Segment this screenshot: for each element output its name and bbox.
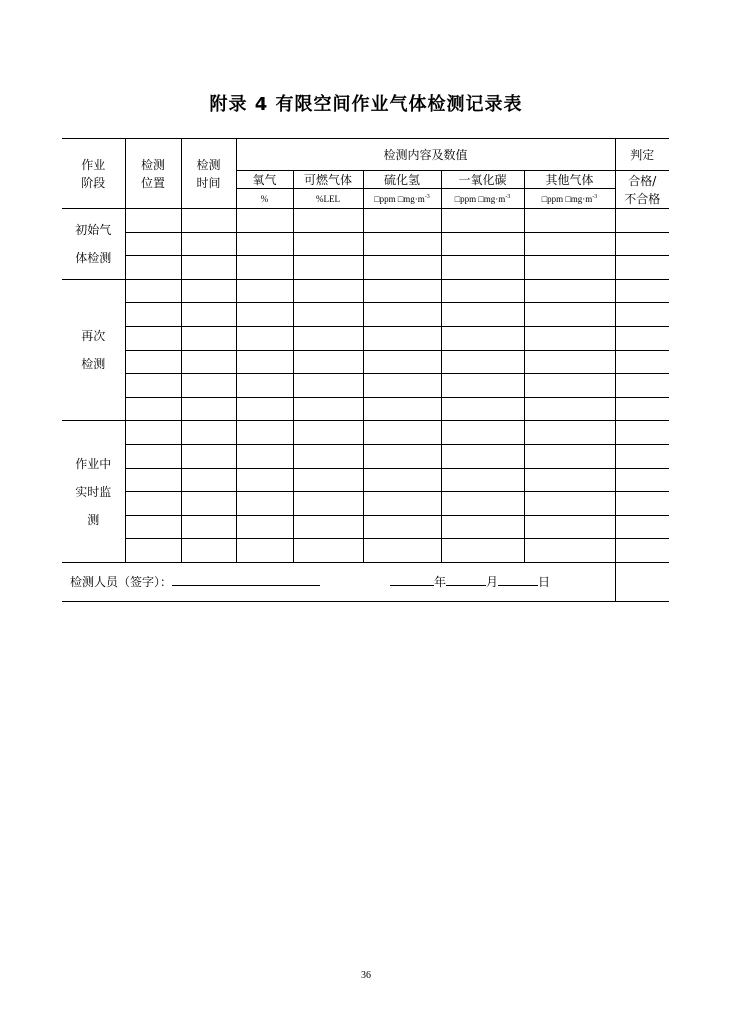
data-cell[interactable] — [441, 397, 524, 421]
data-cell[interactable] — [441, 350, 524, 374]
data-cell[interactable] — [293, 232, 363, 256]
unit-co-sup: -3 — [505, 193, 511, 200]
unit-other-text: □ppm □mg·m — [541, 193, 593, 204]
data-cell[interactable] — [181, 515, 236, 539]
data-cell[interactable] — [524, 539, 615, 563]
data-cell[interactable] — [125, 350, 181, 374]
unit-h2s-sup: -3 — [424, 193, 430, 200]
data-cell[interactable] — [363, 444, 441, 468]
data-cell[interactable] — [181, 444, 236, 468]
data-cell[interactable] — [125, 539, 181, 563]
data-cell[interactable] — [363, 421, 441, 445]
header-result-line2: 不合格 — [624, 191, 661, 206]
data-cell[interactable] — [524, 279, 615, 303]
header-time-line1: 检测 — [196, 157, 221, 172]
data-cell[interactable] — [441, 421, 524, 445]
data-cell[interactable] — [441, 279, 524, 303]
data-cell[interactable] — [236, 326, 293, 350]
data-cell[interactable] — [181, 374, 236, 398]
header-time — [181, 139, 236, 209]
data-cell[interactable] — [293, 539, 363, 563]
data-cell[interactable] — [181, 397, 236, 421]
unit-h2s-text: □ppm □mg·m — [374, 193, 425, 204]
data-cell[interactable] — [363, 539, 441, 563]
data-cell[interactable] — [615, 421, 669, 445]
data-cell[interactable] — [236, 444, 293, 468]
data-cell[interactable] — [524, 256, 615, 280]
stage-label-line: 实时监 — [75, 484, 112, 499]
data-cell[interactable] — [615, 350, 669, 374]
year-label: 年 — [434, 575, 447, 590]
data-cell[interactable] — [181, 303, 236, 327]
data-cell[interactable] — [363, 303, 441, 327]
month-label: 月 — [486, 575, 499, 590]
data-cell[interactable] — [293, 374, 363, 398]
data-cell[interactable] — [363, 256, 441, 280]
data-cell[interactable] — [125, 468, 181, 492]
header-time-line2: 时间 — [196, 175, 221, 190]
data-cell[interactable] — [524, 492, 615, 516]
gas-detection-record-table — [62, 138, 669, 602]
data-cell[interactable] — [125, 303, 181, 327]
data-cell[interactable] — [125, 209, 181, 233]
unit-co-text: □ppm □mg·m — [454, 193, 506, 204]
unit-other-sup: -3 — [592, 193, 598, 200]
day-label: 日 — [538, 575, 551, 590]
data-cell[interactable] — [363, 374, 441, 398]
stage-label-line: 检测 — [81, 357, 106, 372]
data-cell[interactable] — [293, 303, 363, 327]
data-cell[interactable] — [441, 374, 524, 398]
table-row — [62, 444, 669, 468]
data-cell[interactable] — [125, 421, 181, 445]
stage-label-line: 体检测 — [75, 250, 112, 265]
table-row — [62, 539, 669, 563]
data-cell[interactable] — [293, 492, 363, 516]
data-cell[interactable] — [293, 468, 363, 492]
data-cell[interactable] — [236, 492, 293, 516]
data-cell[interactable] — [524, 374, 615, 398]
table-row — [62, 279, 669, 303]
data-cell[interactable] — [363, 232, 441, 256]
data-cell[interactable] — [524, 515, 615, 539]
data-cell[interactable] — [363, 468, 441, 492]
data-cell[interactable] — [363, 209, 441, 233]
data-cell[interactable] — [236, 397, 293, 421]
data-cell[interactable] — [236, 350, 293, 374]
signature-judgement-cell[interactable] — [615, 562, 669, 601]
data-cell[interactable] — [125, 279, 181, 303]
year-line[interactable] — [390, 573, 434, 586]
gas-h2s: 硫化氢 — [363, 171, 441, 189]
data-cell[interactable] — [524, 232, 615, 256]
month-line[interactable] — [446, 573, 486, 586]
data-cell[interactable] — [236, 209, 293, 233]
table-row — [62, 515, 669, 539]
data-cell[interactable] — [181, 256, 236, 280]
stage-label-line: 再次 — [81, 329, 106, 344]
table-row — [62, 256, 669, 280]
unit-co — [441, 189, 524, 209]
signature-row — [62, 562, 669, 601]
data-cell[interactable] — [524, 350, 615, 374]
signature-cell — [62, 562, 615, 601]
page-title: 附录 4 有限空间作业气体检测记录表 — [209, 94, 523, 115]
data-cell[interactable] — [236, 515, 293, 539]
data-cell[interactable] — [181, 539, 236, 563]
data-cell[interactable] — [181, 209, 236, 233]
data-cell[interactable] — [236, 303, 293, 327]
data-cell[interactable] — [441, 232, 524, 256]
data-cell[interactable] — [236, 232, 293, 256]
data-cell[interactable] — [293, 515, 363, 539]
table-row — [62, 374, 669, 398]
header-location-line2: 位置 — [140, 175, 165, 190]
data-cell[interactable] — [615, 374, 669, 398]
data-cell[interactable] — [524, 326, 615, 350]
data-cell[interactable] — [615, 444, 669, 468]
stage-label — [62, 421, 125, 563]
table-row — [62, 232, 669, 256]
page-number: 36 — [361, 970, 371, 981]
data-cell[interactable] — [293, 209, 363, 233]
data-cell[interactable] — [181, 279, 236, 303]
data-cell[interactable] — [236, 374, 293, 398]
data-cell[interactable] — [441, 209, 524, 233]
data-cell[interactable] — [125, 492, 181, 516]
data-cell[interactable] — [363, 350, 441, 374]
header-stage-line1: 作业 — [81, 157, 106, 172]
data-cell[interactable] — [615, 232, 669, 256]
data-cell[interactable] — [293, 326, 363, 350]
data-cell[interactable] — [181, 421, 236, 445]
data-cell[interactable] — [441, 492, 524, 516]
header-location-line1: 检测 — [140, 157, 165, 172]
stage-label-line: 作业中 — [75, 456, 112, 471]
data-cell[interactable] — [441, 515, 524, 539]
stage-label-line: 测 — [87, 512, 100, 527]
data-cell[interactable] — [615, 326, 669, 350]
data-cell[interactable] — [615, 515, 669, 539]
unit-h2s — [363, 189, 441, 209]
data-cell[interactable] — [293, 421, 363, 445]
data-cell[interactable] — [125, 397, 181, 421]
data-cell[interactable] — [615, 209, 669, 233]
data-cell[interactable] — [615, 468, 669, 492]
data-cell[interactable] — [363, 397, 441, 421]
data-cell[interactable] — [524, 468, 615, 492]
data-cell[interactable] — [615, 256, 669, 280]
data-cell[interactable] — [293, 279, 363, 303]
data-cell[interactable] — [181, 326, 236, 350]
header-content: 检测内容及数值 — [236, 139, 615, 171]
data-cell[interactable] — [441, 444, 524, 468]
gas-co: 一氧化碳 — [441, 171, 524, 189]
data-cell[interactable] — [363, 515, 441, 539]
table-row — [62, 421, 669, 445]
data-cell[interactable] — [125, 374, 181, 398]
header-stage-line2: 阶段 — [81, 175, 106, 190]
data-cell[interactable] — [363, 326, 441, 350]
data-cell[interactable] — [236, 256, 293, 280]
table-row — [62, 209, 669, 233]
day-line[interactable] — [498, 573, 538, 586]
table-row — [62, 350, 669, 374]
data-cell[interactable] — [363, 492, 441, 516]
signature-line[interactable] — [172, 573, 320, 586]
data-cell[interactable] — [524, 209, 615, 233]
data-cell[interactable] — [615, 303, 669, 327]
data-cell[interactable] — [524, 303, 615, 327]
gas-combustible: 可燃气体 — [293, 171, 363, 189]
header-result-line1: 合格/ — [628, 173, 657, 188]
data-cell[interactable] — [441, 539, 524, 563]
gas-oxygen: 氧气 — [236, 171, 293, 189]
header-result — [615, 171, 669, 209]
data-cell[interactable] — [236, 539, 293, 563]
stage-label — [62, 209, 125, 280]
data-cell[interactable] — [441, 326, 524, 350]
data-cell[interactable] — [363, 279, 441, 303]
stage-label-line: 初始气 — [75, 222, 112, 237]
table-row — [62, 303, 669, 327]
data-cell[interactable] — [615, 397, 669, 421]
header-stage — [62, 139, 125, 209]
unit-other — [524, 189, 615, 209]
data-cell[interactable] — [236, 279, 293, 303]
table-row — [62, 468, 669, 492]
data-cell[interactable] — [615, 279, 669, 303]
table-row — [62, 326, 669, 350]
data-cell[interactable] — [181, 232, 236, 256]
data-cell[interactable] — [181, 492, 236, 516]
signature-label: 检测人员（签字）： — [70, 575, 173, 590]
data-cell[interactable] — [125, 326, 181, 350]
data-cell[interactable] — [524, 444, 615, 468]
data-cell[interactable] — [441, 303, 524, 327]
data-cell[interactable] — [236, 468, 293, 492]
data-cell[interactable] — [125, 232, 181, 256]
data-cell[interactable] — [181, 468, 236, 492]
header-judgement: 判定 — [615, 139, 669, 171]
table-row — [62, 492, 669, 516]
data-cell[interactable] — [441, 256, 524, 280]
data-cell[interactable] — [293, 256, 363, 280]
unit-oxygen: % — [236, 189, 293, 209]
data-cell[interactable] — [236, 421, 293, 445]
header-location — [125, 139, 181, 209]
data-cell[interactable] — [293, 397, 363, 421]
data-cell[interactable] — [125, 444, 181, 468]
unit-combustible: %LEL — [293, 189, 363, 209]
data-cell[interactable] — [441, 468, 524, 492]
data-cell[interactable] — [615, 539, 669, 563]
data-cell[interactable] — [125, 256, 181, 280]
data-cell[interactable] — [293, 350, 363, 374]
stage-label — [62, 279, 125, 421]
data-cell[interactable] — [125, 515, 181, 539]
table-row — [62, 397, 669, 421]
data-cell[interactable] — [524, 421, 615, 445]
data-cell[interactable] — [293, 444, 363, 468]
gas-other: 其他气体 — [524, 171, 615, 189]
data-cell[interactable] — [615, 492, 669, 516]
data-cell[interactable] — [181, 350, 236, 374]
data-cell[interactable] — [524, 397, 615, 421]
